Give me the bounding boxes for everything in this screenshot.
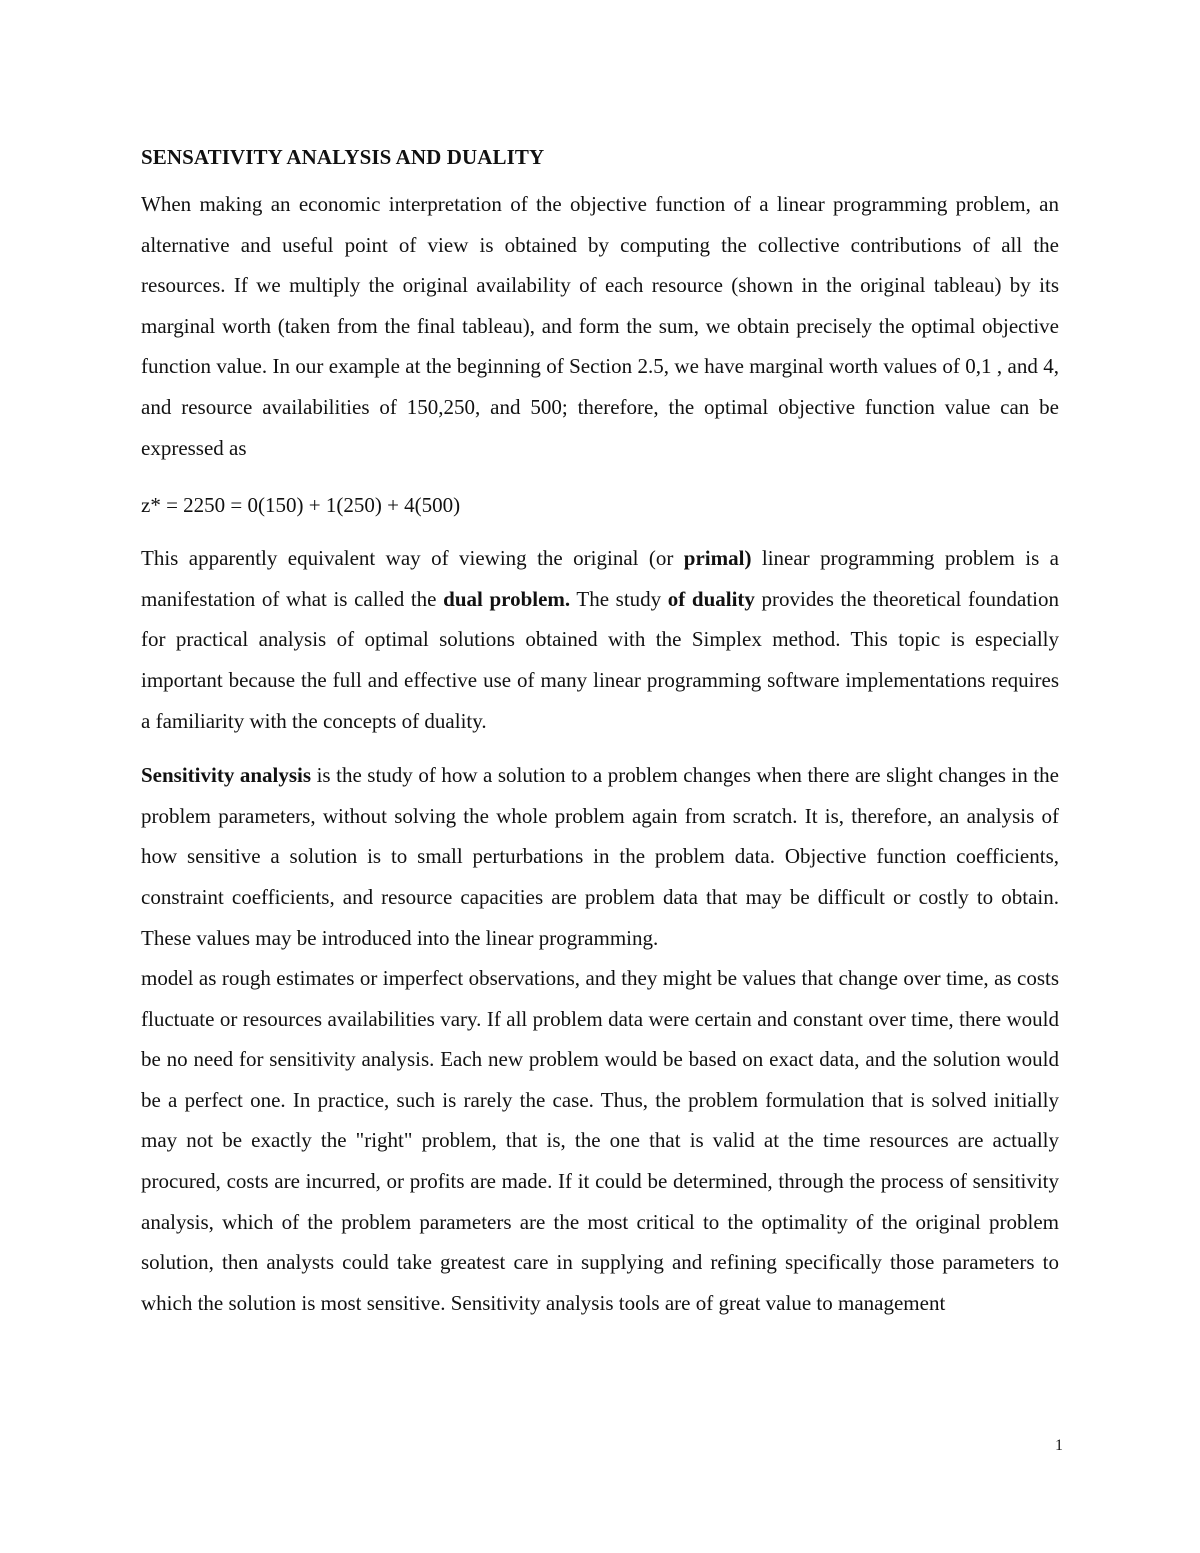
term-dual-problem: dual problem.: [443, 586, 571, 611]
page-number: 1: [1055, 1437, 1063, 1454]
paragraph-model-estimates: model as rough estimates or imperfect observations, and they might be values that change over time, as costs fluctuate or resources availabilities vary. If all problem data were certain and constant over time, there would be no need for sensitivity analysis. Each new problem would be based on exact data, and the solution would be a perfect one. In practice, such is rarely the case. Thus, the problem formulation that is solved initially may not be exactly the "right" problem, that is, the one that is valid at the time resources are actually procured, costs are incurred, or profits are made. If it could be determined, through the process of sensitivity analysis, which of the problem parameters are the most critical to the optimality of the original problem solution, then analysts could take greatest care in supplying and refining specifically those parameters to which the solution is most sensitive. Sensitivity analysis tools are of great value to management: [141, 966, 1059, 1315]
paragraph-duality-text-4: provides the theoretical foundation for practical analysis of optimal solutions obtained with the Simplex method. This topic is especially important because the full and effective use of many linear programming software implementations requires a familiarity with the concepts of duality.: [141, 586, 1059, 733]
paragraph-sensitivity-analysis: [141, 755, 1059, 958]
paragraph-economic-interpretation: When making an economic interpretation of the objective function of a linear programming problem, an alternative and useful point of view is obtained by computing the collective contributions of all the resources. If we multiply the original availability of each resource (shown in the original tableau) by its marginal worth (taken from the final tableau), and form the sum, we obtain precisely the optimal objective function value. In our example at the beginning of Section 2.5, we have marginal worth values of 0,1 , and 4, and resource availabilities of 150,250, and 500; therefore, the optimal objective function value can be expressed as: [141, 192, 1059, 460]
term-sensitivity-analysis: Sensitivity analysis: [141, 763, 312, 788]
term-of-duality: of duality: [667, 586, 755, 611]
objective-equation: z* = 2250 = 0(150) + 1(250) + 4(500): [141, 493, 461, 518]
term-primal: primal): [683, 546, 752, 571]
section-heading: SENSATIVITY ANALYSIS AND DUALITY: [141, 145, 545, 169]
paragraph-sensitivity-text: is the study of how a solution to a problem changes when there are slight changes in the problem parameters, without solving the whole problem again from scratch. It is, therefore, an analysis of how sensitive a solution is to small perturbations in the problem data. Objective function coefficients, constraint coefficients, and resource capacities are problem data that may be difficult or costly to obtain. These values may be introduced into the linear programming.: [141, 763, 1059, 950]
paragraph-duality-text-2: linear programming problem is a manifestation of what is called the: [141, 546, 1059, 611]
paragraph-duality-text-3: The study: [570, 586, 668, 611]
paragraph-duality: [141, 538, 1059, 741]
paragraph-duality-text-1: This apparently equivalent way of viewing the original (or: [141, 546, 684, 571]
page-content: [141, 140, 1059, 1323]
